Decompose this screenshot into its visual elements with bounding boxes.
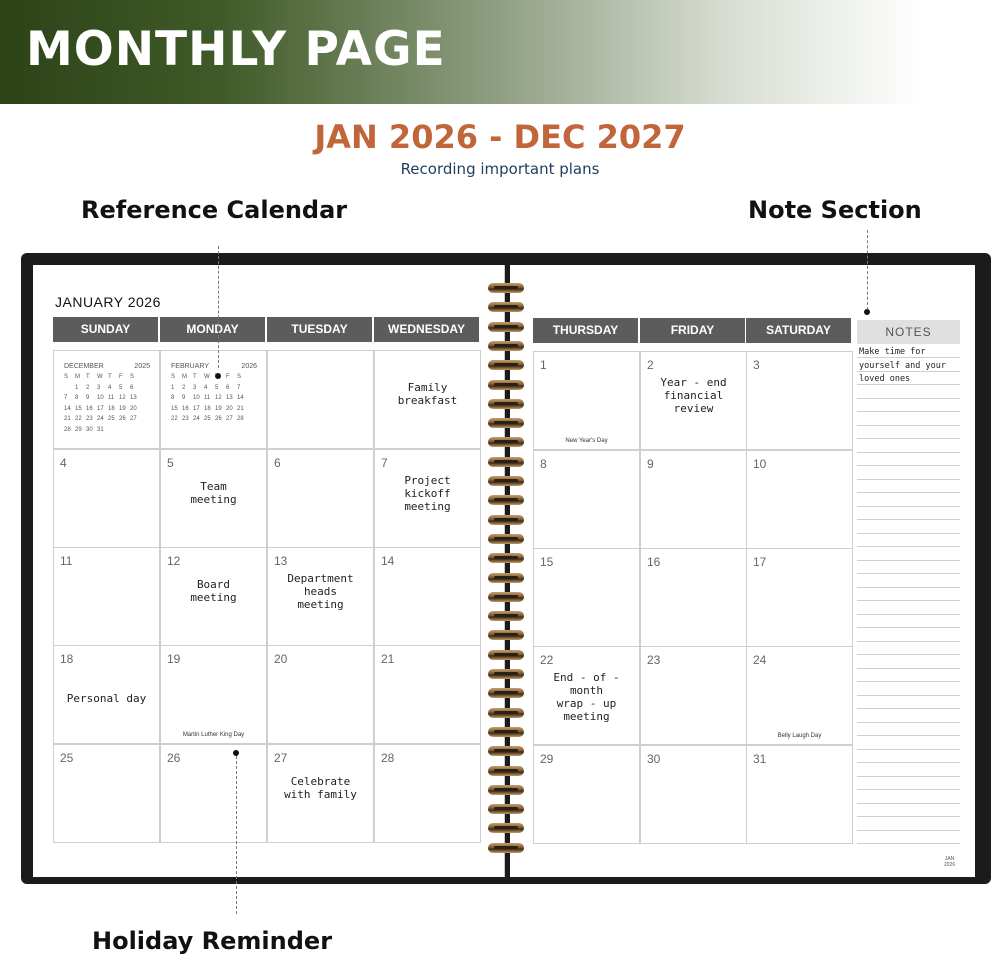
reference-leader-dot bbox=[215, 373, 221, 379]
mini-date: 28 bbox=[237, 416, 244, 422]
day-number: 26 bbox=[167, 751, 181, 765]
event-note: Family breakfast bbox=[397, 381, 458, 407]
day-cell[interactable] bbox=[746, 548, 853, 647]
day-number: 2 bbox=[647, 358, 654, 372]
mini-date: 5 bbox=[215, 384, 219, 391]
mini-date: 31 bbox=[97, 426, 104, 433]
mini-date: 17 bbox=[193, 405, 200, 412]
spiral-ring bbox=[488, 592, 524, 602]
spiral-ring bbox=[488, 534, 524, 544]
mini-date: 22 bbox=[171, 416, 178, 422]
spiral-ring bbox=[488, 476, 524, 486]
spiral-ring bbox=[488, 515, 524, 525]
spiral-ring bbox=[488, 650, 524, 660]
mini-date: 18 bbox=[204, 405, 211, 412]
notes-line bbox=[857, 681, 960, 682]
day-cell[interactable] bbox=[160, 547, 267, 646]
mini-date: 15 bbox=[75, 405, 82, 412]
mini-date: 12 bbox=[119, 395, 126, 401]
spiral-ring bbox=[488, 669, 524, 679]
mini-date: 13 bbox=[130, 395, 137, 401]
mini-date: 14 bbox=[237, 395, 244, 401]
mini-calendar-grid bbox=[171, 372, 257, 425]
day-cell[interactable] bbox=[53, 449, 160, 548]
mini-date: 23 bbox=[182, 416, 189, 422]
mini-calendar-month: FEBRUARY bbox=[171, 363, 209, 370]
day-cell[interactable] bbox=[374, 350, 481, 449]
holiday-label: New Year's Day bbox=[565, 438, 608, 444]
mini-date: 19 bbox=[215, 405, 222, 412]
notes-line bbox=[857, 411, 960, 412]
mini-date: 10 bbox=[193, 395, 200, 401]
spiral-ring bbox=[488, 766, 524, 776]
footer-line: JAN bbox=[944, 856, 955, 862]
notes-line bbox=[857, 722, 960, 723]
mini-date: 6 bbox=[130, 384, 134, 391]
day-number: 27 bbox=[274, 751, 288, 765]
spiral-ring bbox=[488, 360, 524, 370]
day-number: 20 bbox=[274, 652, 288, 666]
mini-date: 4 bbox=[204, 384, 208, 391]
notes-text bbox=[859, 346, 959, 387]
mini-weekday: S bbox=[130, 374, 135, 380]
notes-leader-line bbox=[867, 230, 868, 310]
notes-line bbox=[857, 533, 960, 534]
day-cell[interactable] bbox=[746, 646, 853, 745]
day-header-thursday: THURSDAY bbox=[533, 318, 640, 343]
mini-date: 9 bbox=[182, 395, 186, 401]
mini-date: 2 bbox=[182, 384, 186, 391]
spiral-ring bbox=[488, 746, 524, 756]
mini-date: 23 bbox=[86, 416, 93, 422]
notes-line bbox=[857, 587, 960, 588]
event-note: End - of - month wrap - up meeting bbox=[553, 671, 620, 723]
notes-line bbox=[857, 627, 960, 628]
notes-line bbox=[857, 776, 960, 777]
notes-line bbox=[857, 506, 960, 507]
spiral-ring bbox=[488, 302, 524, 312]
day-number: 1 bbox=[540, 358, 547, 372]
mini-date: 19 bbox=[119, 405, 126, 412]
notes-line bbox=[857, 479, 960, 480]
day-cell[interactable] bbox=[640, 450, 747, 549]
mini-weekday: F bbox=[226, 374, 230, 380]
day-number: 10 bbox=[753, 457, 767, 471]
spiral-ring bbox=[488, 804, 524, 814]
spiral-ring bbox=[488, 823, 524, 833]
day-cell[interactable] bbox=[53, 645, 160, 744]
mini-date: 24 bbox=[193, 416, 200, 422]
notes-line bbox=[857, 546, 960, 547]
event-note: Year - end financial review bbox=[660, 376, 727, 415]
day-cell[interactable] bbox=[640, 745, 747, 844]
notes-line bbox=[857, 519, 960, 520]
mini-date: 21 bbox=[64, 416, 71, 422]
mini-date: 11 bbox=[108, 395, 115, 401]
mini-date: 2 bbox=[86, 384, 90, 391]
mini-weekday: W bbox=[204, 374, 210, 380]
holiday-leader-dot bbox=[233, 750, 239, 756]
notes-line bbox=[857, 452, 960, 453]
notes-line bbox=[857, 762, 960, 763]
notes-line bbox=[857, 695, 960, 696]
spiral-ring bbox=[488, 341, 524, 351]
mini-weekday: T bbox=[193, 374, 197, 380]
notes-line bbox=[857, 843, 960, 844]
day-number: 18 bbox=[60, 652, 74, 666]
day-number: 11 bbox=[60, 554, 73, 568]
spiral-ring bbox=[488, 437, 524, 447]
spiral-binding bbox=[488, 283, 524, 859]
day-number: 24 bbox=[753, 653, 767, 667]
mini-date: 9 bbox=[86, 395, 90, 401]
page-footer bbox=[944, 856, 955, 868]
spiral-ring bbox=[488, 630, 524, 640]
mini-date: 21 bbox=[237, 405, 244, 412]
event-note: Team meeting bbox=[190, 480, 237, 506]
day-number: 14 bbox=[381, 554, 395, 568]
notes-line bbox=[857, 600, 960, 601]
mini-calendar-grid bbox=[64, 372, 150, 435]
day-cell[interactable] bbox=[746, 351, 853, 450]
mini-date: 3 bbox=[193, 384, 197, 391]
mini-date: 24 bbox=[97, 416, 104, 422]
day-cell[interactable] bbox=[53, 350, 160, 449]
day-cell[interactable] bbox=[267, 645, 374, 744]
spiral-ring bbox=[488, 399, 524, 409]
day-number: 21 bbox=[381, 652, 395, 666]
mini-date: 17 bbox=[97, 405, 104, 412]
day-number: 23 bbox=[647, 653, 661, 667]
day-cell[interactable] bbox=[160, 449, 267, 548]
day-number: 25 bbox=[60, 751, 74, 765]
day-header-wednesday: WEDNESDAY bbox=[374, 317, 481, 342]
day-number: 30 bbox=[647, 752, 661, 766]
day-number: 28 bbox=[381, 751, 395, 765]
notes-line bbox=[857, 816, 960, 817]
event-note: Department heads meeting bbox=[287, 572, 354, 611]
day-number: 13 bbox=[274, 554, 288, 568]
reference-leader-line bbox=[218, 246, 219, 368]
notes-line bbox=[857, 830, 960, 831]
mini-weekday: S bbox=[171, 374, 176, 380]
mini-date: 4 bbox=[108, 384, 112, 391]
notes-lines bbox=[857, 345, 960, 845]
holiday-leader-line bbox=[236, 756, 237, 914]
mini-date bbox=[64, 383, 75, 394]
day-cell[interactable] bbox=[533, 351, 640, 450]
day-cell[interactable] bbox=[640, 548, 747, 647]
mini-weekday: S bbox=[237, 374, 242, 380]
notes-line bbox=[857, 654, 960, 655]
subtitle: Recording important plans bbox=[400, 160, 600, 178]
mini-weekday: T bbox=[86, 374, 90, 380]
banner bbox=[0, 0, 1000, 104]
footer-line: 2026 bbox=[944, 862, 956, 868]
mini-calendar-december bbox=[64, 363, 150, 435]
day-cell[interactable] bbox=[267, 744, 374, 843]
mini-weekday: T bbox=[108, 374, 112, 380]
mini-date: 16 bbox=[86, 405, 93, 412]
mini-date: 16 bbox=[182, 405, 189, 412]
day-number: 4 bbox=[60, 456, 67, 470]
mini-date: 18 bbox=[108, 405, 115, 412]
notes-text-line: loved ones bbox=[859, 374, 911, 384]
day-cell[interactable] bbox=[746, 745, 853, 844]
spiral-ring bbox=[488, 495, 524, 505]
event-note: Celebrate with family bbox=[284, 775, 357, 801]
mini-date: 22 bbox=[75, 416, 82, 422]
spiral-ring bbox=[488, 457, 524, 467]
mini-date: 25 bbox=[108, 416, 115, 422]
holiday-label: Belly Laugh Day bbox=[777, 733, 822, 739]
spiral-ring bbox=[488, 785, 524, 795]
spiral-ring bbox=[488, 380, 524, 390]
mini-date: 26 bbox=[215, 416, 222, 422]
day-cell[interactable] bbox=[374, 547, 481, 646]
notes-line bbox=[857, 425, 960, 426]
spiral-ring bbox=[488, 611, 524, 621]
mini-date: 5 bbox=[119, 384, 123, 391]
day-header-saturday: SATURDAY bbox=[746, 318, 853, 343]
note-section-callout: Note Section bbox=[748, 196, 922, 224]
day-number: 9 bbox=[647, 457, 654, 471]
day-number: 22 bbox=[540, 653, 554, 667]
spiral-ring bbox=[488, 843, 524, 853]
day-cell[interactable] bbox=[53, 547, 160, 646]
spiral-ring bbox=[488, 283, 524, 293]
notes-line bbox=[857, 560, 960, 561]
spiral-ring bbox=[488, 418, 524, 428]
spiral-ring bbox=[488, 727, 524, 737]
mini-date: 27 bbox=[130, 416, 137, 422]
month-title: JANUARY 2026 bbox=[55, 294, 161, 310]
notes-line bbox=[857, 614, 960, 615]
day-cell[interactable] bbox=[640, 351, 747, 450]
day-header-monday: MONDAY bbox=[160, 317, 267, 342]
mini-date: 3 bbox=[97, 384, 101, 391]
mini-date: 1 bbox=[75, 384, 79, 391]
mini-weekday: M bbox=[182, 374, 187, 380]
day-number: 16 bbox=[647, 555, 661, 569]
day-number: 6 bbox=[274, 456, 281, 470]
mini-date: 27 bbox=[226, 416, 233, 422]
mini-date: 14 bbox=[64, 405, 71, 412]
mini-weekday: W bbox=[97, 374, 103, 380]
mini-date: 20 bbox=[130, 405, 137, 412]
holiday-reminder-callout: Holiday Reminder bbox=[92, 927, 333, 955]
holiday-label: Martin Luther King Day bbox=[182, 732, 245, 738]
day-number: 15 bbox=[540, 555, 554, 569]
spiral-ring bbox=[488, 708, 524, 718]
day-number: 19 bbox=[167, 652, 181, 666]
notes-line bbox=[857, 668, 960, 669]
day-number: 29 bbox=[540, 752, 554, 766]
reference-calendar-callout: Reference Calendar bbox=[81, 196, 348, 224]
mini-date: 15 bbox=[171, 405, 178, 412]
mini-date: 30 bbox=[86, 426, 93, 433]
day-number: 31 bbox=[753, 752, 767, 766]
notes-line bbox=[857, 465, 960, 466]
mini-date: 25 bbox=[204, 416, 211, 422]
day-cell[interactable] bbox=[267, 449, 374, 548]
date-range-title: JAN 2026 - DEC 2027 bbox=[314, 118, 686, 156]
day-cell[interactable] bbox=[533, 646, 640, 745]
notes-leader-dot bbox=[864, 309, 870, 315]
day-header-sunday: SUNDAY bbox=[53, 317, 160, 342]
mini-date: 28 bbox=[64, 426, 71, 433]
day-cell[interactable] bbox=[533, 745, 640, 844]
mini-weekday: M bbox=[75, 374, 80, 380]
notes-line bbox=[857, 438, 960, 439]
mini-date: 20 bbox=[226, 405, 233, 412]
notes-text-line: yourself and your bbox=[859, 360, 946, 371]
mini-date: 12 bbox=[215, 395, 222, 401]
event-note: Board meeting bbox=[190, 578, 237, 604]
spiral-ring bbox=[488, 573, 524, 583]
mini-date: 8 bbox=[171, 395, 175, 401]
mini-calendar-february bbox=[171, 363, 257, 425]
day-cell[interactable] bbox=[640, 646, 747, 745]
mini-date: 7 bbox=[237, 384, 241, 391]
mini-date: 7 bbox=[64, 395, 68, 401]
notes-line bbox=[857, 803, 960, 804]
mini-date: 26 bbox=[119, 416, 126, 422]
day-number: 5 bbox=[167, 456, 174, 470]
day-cell[interactable] bbox=[374, 645, 481, 744]
mini-weekday: F bbox=[119, 374, 123, 380]
day-header-friday: FRIDAY bbox=[640, 318, 747, 343]
day-number: 7 bbox=[381, 456, 388, 470]
mini-date: 6 bbox=[226, 384, 230, 391]
notes-header: NOTES bbox=[857, 320, 960, 344]
day-cell[interactable] bbox=[533, 450, 640, 549]
day-number: 8 bbox=[540, 457, 547, 471]
spiral-ring bbox=[488, 322, 524, 332]
mini-calendar-header bbox=[171, 363, 257, 370]
day-cell[interactable] bbox=[267, 350, 374, 449]
day-cell[interactable] bbox=[533, 548, 640, 647]
event-note: Personal day bbox=[66, 692, 147, 705]
notes-line bbox=[857, 398, 960, 399]
day-number: 3 bbox=[753, 358, 760, 372]
day-cell[interactable] bbox=[267, 547, 374, 646]
mini-calendar-year: 2026 bbox=[241, 363, 257, 370]
day-cell[interactable] bbox=[160, 744, 267, 843]
mini-calendar-header bbox=[64, 363, 150, 370]
notes-text-line: Make time for bbox=[859, 347, 926, 357]
mini-calendar-month: DECEMBER bbox=[64, 363, 104, 370]
mini-calendar-year: 2025 bbox=[134, 363, 150, 370]
day-cell[interactable] bbox=[746, 450, 853, 549]
notes-line bbox=[857, 573, 960, 574]
notes-line bbox=[857, 492, 960, 493]
day-cell[interactable] bbox=[160, 350, 267, 449]
mini-date: 13 bbox=[226, 395, 233, 401]
banner-title: MONTHLY PAGE bbox=[26, 22, 446, 77]
day-cell[interactable] bbox=[374, 744, 481, 843]
mini-weekday: S bbox=[64, 374, 69, 380]
mini-date: 10 bbox=[97, 395, 104, 401]
notes-line bbox=[857, 641, 960, 642]
notes-line bbox=[857, 735, 960, 736]
notes-line bbox=[857, 708, 960, 709]
spiral-ring bbox=[488, 688, 524, 698]
notes-line bbox=[857, 749, 960, 750]
mini-date: 29 bbox=[75, 426, 82, 433]
mini-date: 8 bbox=[75, 395, 79, 401]
day-cell[interactable] bbox=[374, 449, 481, 548]
mini-date: 1 bbox=[171, 384, 175, 391]
day-number: 17 bbox=[753, 555, 767, 569]
day-header-tuesday: TUESDAY bbox=[267, 317, 374, 342]
spiral-ring bbox=[488, 553, 524, 563]
notes-line bbox=[857, 789, 960, 790]
day-cell[interactable] bbox=[53, 744, 160, 843]
day-number: 12 bbox=[167, 554, 181, 568]
mini-date: 11 bbox=[204, 395, 211, 401]
day-cell[interactable] bbox=[160, 645, 267, 744]
event-note: Project kickoff meeting bbox=[404, 474, 451, 513]
